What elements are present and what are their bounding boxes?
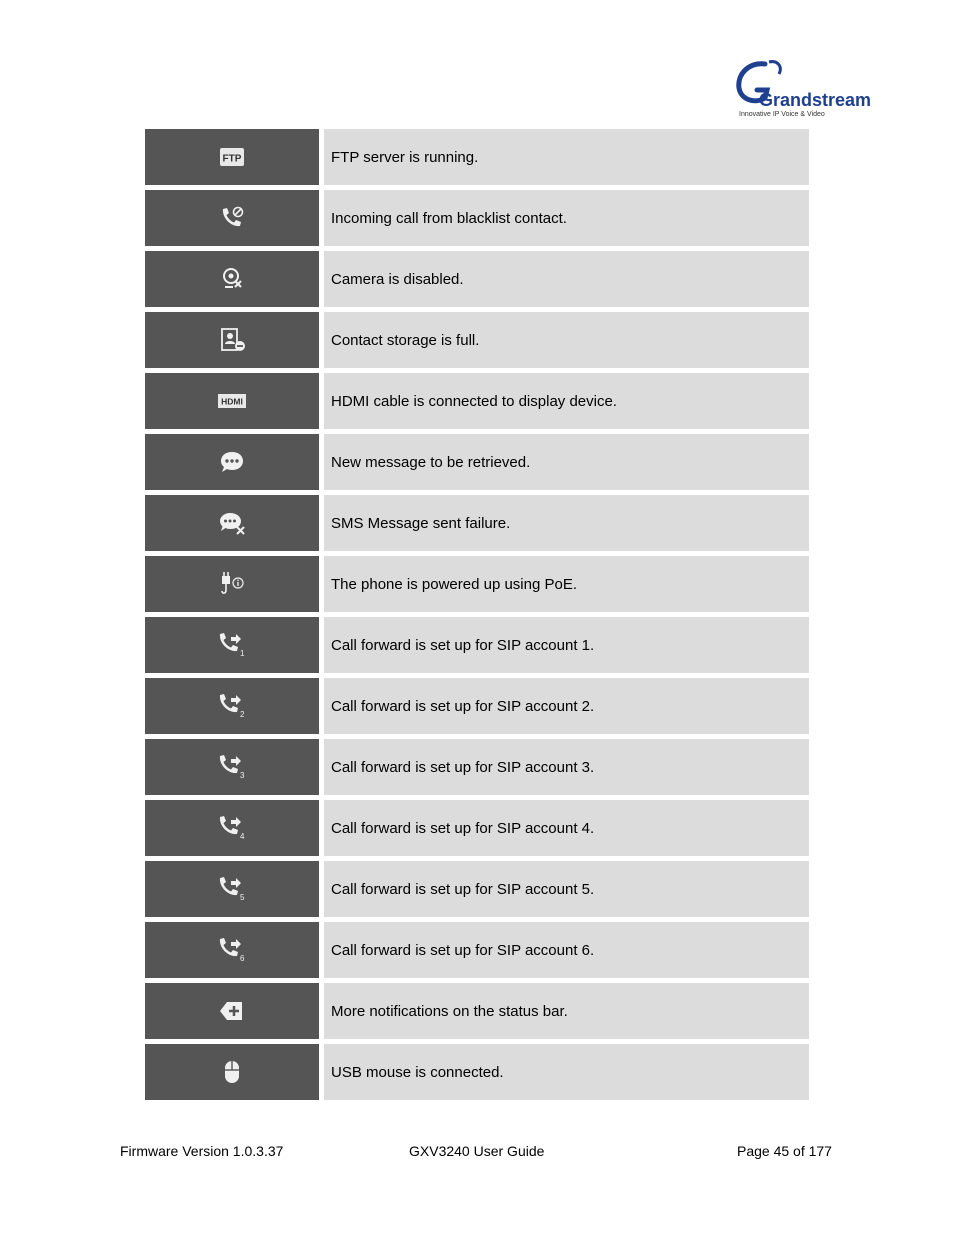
table-row (145, 495, 809, 551)
row-description: More notifications on the status bar. (324, 983, 809, 1039)
row-description: Incoming call from blacklist contact. (324, 190, 809, 246)
row-description: Contact storage is full. (324, 312, 809, 368)
call-forward-icon (217, 814, 247, 842)
row-description: HDMI cable is connected to display device. (324, 373, 809, 429)
row-description: SMS Message sent failure. (324, 495, 809, 551)
table-row (145, 373, 809, 429)
message-failed-icon (217, 509, 247, 537)
sip-account-number: 2 (240, 710, 245, 719)
row-description: Call forward is set up for SIP account 3. (324, 739, 809, 795)
grandstream-logo (735, 60, 872, 118)
table-row (145, 617, 809, 673)
row-description: FTP server is running. (324, 129, 809, 185)
usb-mouse-icon (217, 1058, 247, 1086)
contact-storage-full-icon (217, 326, 247, 354)
row-description: Call forward is set up for SIP account 2. (324, 678, 809, 734)
table-row (145, 251, 809, 307)
table-row (145, 800, 809, 856)
message-icon (217, 448, 247, 476)
call-forward-icon (217, 753, 247, 781)
logo-wordmark: Grandstream (759, 90, 872, 110)
table-row (145, 983, 809, 1039)
row-description: The phone is powered up using PoE. (324, 556, 809, 612)
logo-tagline: Innovative IP Voice & Video (739, 111, 825, 118)
table-row (145, 434, 809, 490)
table-row (145, 739, 809, 795)
table-row (145, 861, 809, 917)
table-row (145, 312, 809, 368)
footer-page-number: Page 45 of 177 (737, 1143, 832, 1159)
footer-firmware-version: Firmware Version 1.0.3.37 (120, 1143, 284, 1159)
poe-icon (217, 570, 247, 598)
ftp-icon (217, 143, 247, 171)
table-row (145, 678, 809, 734)
table-row (145, 129, 809, 185)
call-forward-icon (217, 631, 247, 659)
sip-account-number: 4 (240, 832, 245, 841)
call-forward-icon (217, 936, 247, 964)
row-description: Call forward is set up for SIP account 1. (324, 617, 809, 673)
table-row (145, 922, 809, 978)
row-description: New message to be retrieved. (324, 434, 809, 490)
row-description: USB mouse is connected. (324, 1044, 809, 1100)
hdmi-icon (217, 387, 247, 415)
status-icon-table (145, 124, 809, 1105)
sip-account-number: 5 (240, 893, 245, 902)
footer-document-title: GXV3240 User Guide (409, 1143, 545, 1159)
table-row (145, 190, 809, 246)
hdmi-icon-label: HDMI (221, 396, 243, 407)
row-description: Call forward is set up for SIP account 4. (324, 800, 809, 856)
call-forward-icon (217, 875, 247, 903)
row-description: Call forward is set up for SIP account 5. (324, 861, 809, 917)
table-row (145, 556, 809, 612)
sip-account-number: 1 (240, 649, 245, 658)
sip-account-number: 6 (240, 954, 245, 963)
row-description: Call forward is set up for SIP account 6. (324, 922, 809, 978)
call-forward-icon (217, 692, 247, 720)
table-row (145, 1044, 809, 1100)
blocked-call-icon (217, 204, 247, 232)
camera-disabled-icon (217, 265, 247, 293)
ftp-icon-label: FTP (222, 153, 242, 165)
more-notifications-icon (217, 997, 247, 1025)
row-description: Camera is disabled. (324, 251, 809, 307)
sip-account-number: 3 (240, 771, 245, 780)
